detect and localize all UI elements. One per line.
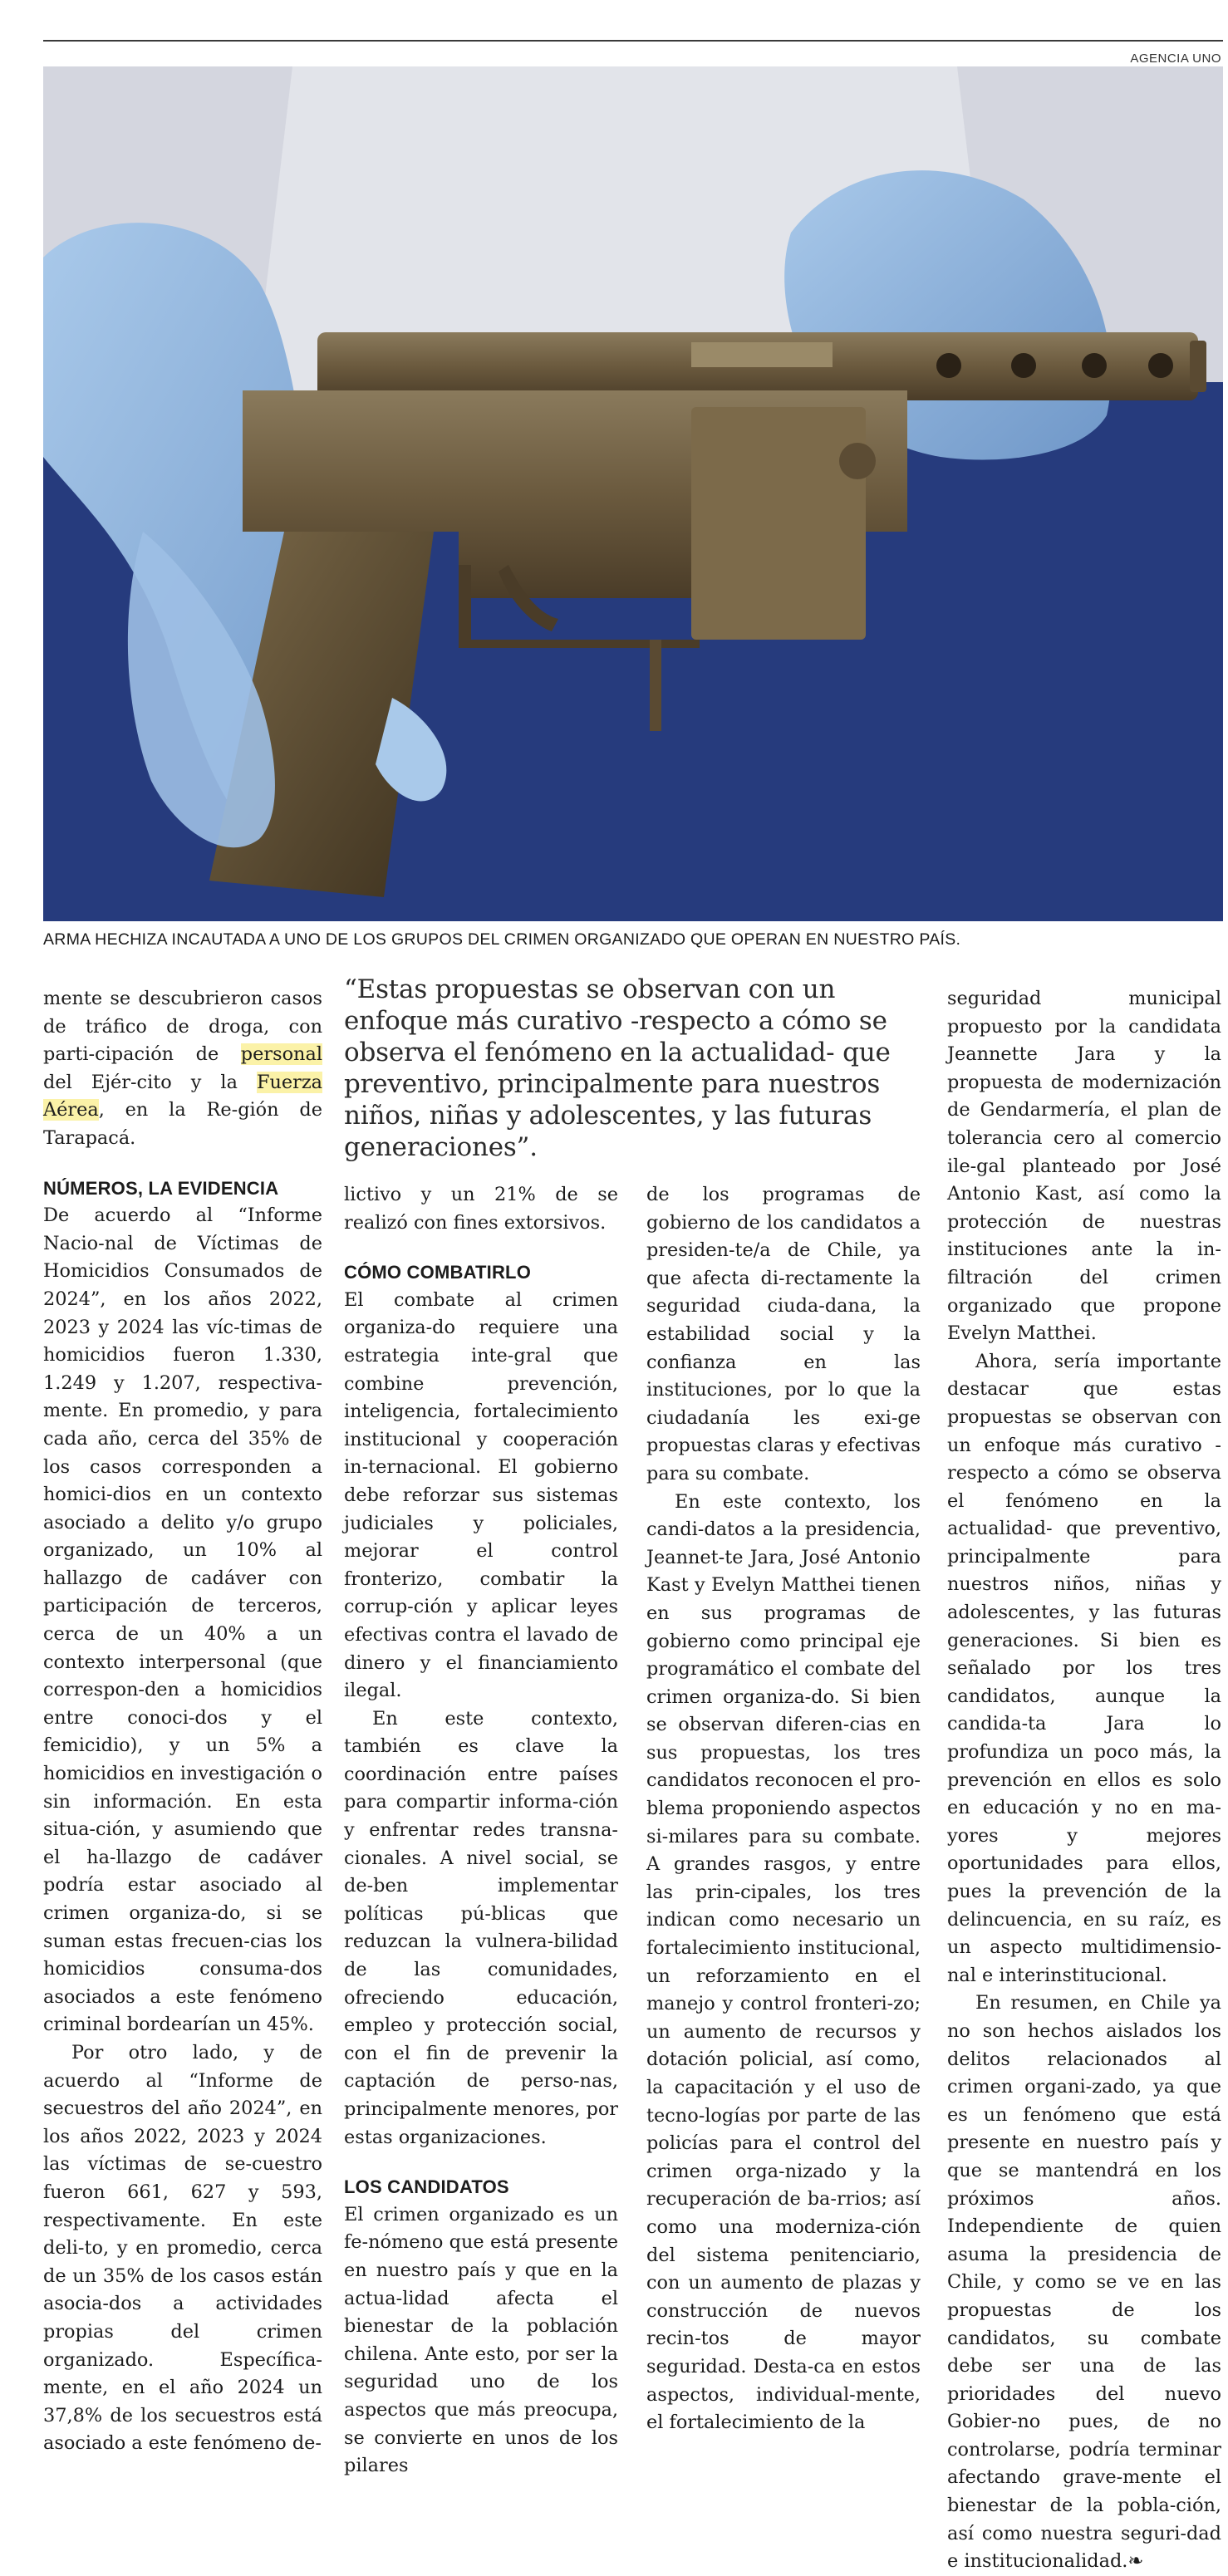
pull-quote: “Estas propuestas se observan con un enfoque más curativo -respecto a cómo se observa el fenómeno en la actualidad- que preventivo, principalmente para nuestros niños, niñas y adolescentes, y las futuras generaciones”. (344, 974, 891, 1162)
paragraph: El combate al crimen organiza-do requiere una estrategia inte-gral que combine prevención, inteligencia, fortalecimiento institucional y cooperación in-ternacional. El gobierno debe reforzar sus sistemas judiciales y policiales, mejorar el control fronterizo, combatir la corrup-ción y aplicar leyes efectivas contra el lavado de dinero y el financiamiento ilegal. (344, 1288, 618, 1702)
end-mark-icon: ❧ (1127, 2550, 1144, 2573)
highlight: personal (240, 1043, 322, 1066)
top-rule (43, 40, 1223, 42)
article-column-2 (344, 1181, 618, 2480)
paragraph: seguridad municipal propuesto por la candidata Jeannette Jara y la propuesta de modernización de Gendarmería, el plan de tolerancia cero al comercio ile-gal planteado por José Antonio Kast, así como la protección de nuestras instituciones ante la in-filtración del crimen organizado que propone Evelyn Matthei. (947, 988, 1221, 1345)
section-heading: NÚMEROS, LA EVIDENCIA (43, 1177, 279, 1199)
highlight: Fuerza Aérea (43, 1071, 322, 1121)
article-photo (43, 66, 1223, 921)
article-column-3 (646, 1181, 921, 2437)
section-heading: LOS CANDIDATOS (344, 2176, 509, 2198)
paragraph: Por otro lado, y de acuerdo al “Informe de secuestros del año 2024”, en los años 2022, 2023 y 2024 las víctimas de se-cuestro fueron 661, 627 y 593, respectivamente. En este deli-to, y en promedio, cerca de un 35% de los casos están asocia-dos a actividades propias del crimen organizado. Específica-mente, en el año 2024 un 37,8% de los secuestros está asociado a este fenómeno de- (43, 2041, 322, 2455)
section-heading: CÓMO COMBATIRLO (344, 1262, 532, 1283)
paragraph: En resumen, en Chile ya no son hechos aislados los delitos relacionados al crimen organi-zado, ya que es un fenómeno que está presente en nuestro país y que se mantendrá en los próximos años. Independiente de quien asuma la presidencia de Chile, y como se ve en las propuestas de los candidatos, su combate debe ser una de las prioridades del nuevo Gobier-no pues, de no controlarse, podría terminar afectando grave-mente el bienestar de la pobla-ción, así como nuestra seguri-dad e institucionalidad.❧ (947, 1992, 1221, 2573)
paragraph: lictivo y un 21% de se realizó con fines extorsivos. (344, 1184, 618, 1234)
photo-illustration (43, 66, 1223, 921)
paragraph: de los programas de gobierno de los candidatos a presiden-te/a de Chile, ya que afecta di-rectamente la seguridad ciuda-dana, la estabilidad social y la confianza en las instituciones, por lo que la ciudadanía les exi-ge propuestas claras y efectivas para su combate. (646, 1184, 921, 1484)
paragraph: En este contexto, también es clave la coordinación entre países para compartir informa-ción y enfrentar redes transna-cionales. A nivel social, se de-ben implementar políticas pú-blicas que reduzcan la vulnera-bilidad de las comunidades, ofreciendo educación, empleo y protección social, con el fin de prevenir la captación de perso-nas, principalmente menores, por estas organizaciones. (344, 1707, 619, 2148)
paragraph: De acuerdo al “Informe Nacio-nal de Víctimas de Homicidios Consumados de 2024”, en los años 2022, 2023 y 2024 las víc-timas de homicidios fueron 1.330, 1.249 y 1.207, respectiva-mente. En promedio, y para cada año, cerca del 35% de los casos corresponden a homici-dios en un contexto asociado a delito y/o grupo organizado, un 10% al hallazgo de cadáver con participación de terceros, cerca de un 40% a un contexto interpersonal (que correspon-den a homicidios entre conoci-dos y el femicidio), y un 5% a homicidios en investigación o sin información. En esta situa-ción, y asumiendo que el ha-llazgo de cadáver podría estar asociado al crimen organiza-do, si se suman estas frecuen-cias los homicidios consuma-dos asociados a este fenómeno criminal bordearían un 45%. (43, 1205, 322, 2036)
photo-credit: AGENCIA UNO (1130, 52, 1221, 66)
paragraph: mente se descubrieron casos de tráfico de droga, con parti-cipación de personal del Ejér-cito y la Fuerza Aérea, en la Re-gión de Tarapacá. (43, 988, 322, 1149)
paragraph: En este contexto, los candi-datos a la presidencia, Jeannet-te Jara, José Antonio Kast y Evelyn Matthei tienen en sus programas de gobierno como principal eje programático el combate del crimen organiza-do. Si bien se observan diferen-cias en sus propuestas, los tres candidatos reconocen el pro-blema proponiendo aspectos si-milares para su combate. A grandes rasgos, y entre las prin-cipales, los tres indican como necesario un fortalecimiento institucional, un reforzamiento en el manejo y control fronteri-zo; un aumento de recursos y dotación policial, así como, la capacitación y el uso de tecno-logías por parte de las policías para el control del crimen orga-nizado y la recuperación de ba-rrios; así como una moderniza-ción del sistema penitenciario, con un aumento de plazas y construcción de nuevos recin-tos de mayor seguridad. Desta-ca en estos aspectos, individual-mente, el fortalecimiento de la (646, 1490, 921, 2434)
article-column-1 (43, 985, 322, 2458)
photo-caption: ARMA HECHIZA INCAUTADA A UNO DE LOS GRUPOS DEL CRIMEN ORGANIZADO QUE OPERAN EN NUESTRO PAÍS. (43, 930, 961, 949)
paragraph: El crimen organizado es un fe-nómeno que está presente en nuestro país y que en la actua-lidad afecta el bienestar de la población chilena. Ante esto, por ser la seguridad uno de los aspectos que más preocupa, se convierte en unos de los pilares (344, 2203, 618, 2477)
paragraph: Ahora, sería importante destacar que estas propuestas se observan con un enfoque más curativo -respecto a cómo se observa el fenómeno en la actualidad- que preventivo, principalmente para nuestros niños, niñas y adolescentes, y las futuras generaciones. Si bien es señalado por los tres candidatos, aunque la candida-ta Jara lo profundiza un poco más, la prevención en ellos es solo en educación y no en ma-yores y mejores oportunidades para ellos, pues la prevención de la delincuencia, en su raíz, es un aspecto multidimensio-nal e interinstitucional. (947, 1350, 1221, 1986)
article-column-4 (947, 985, 1221, 2576)
